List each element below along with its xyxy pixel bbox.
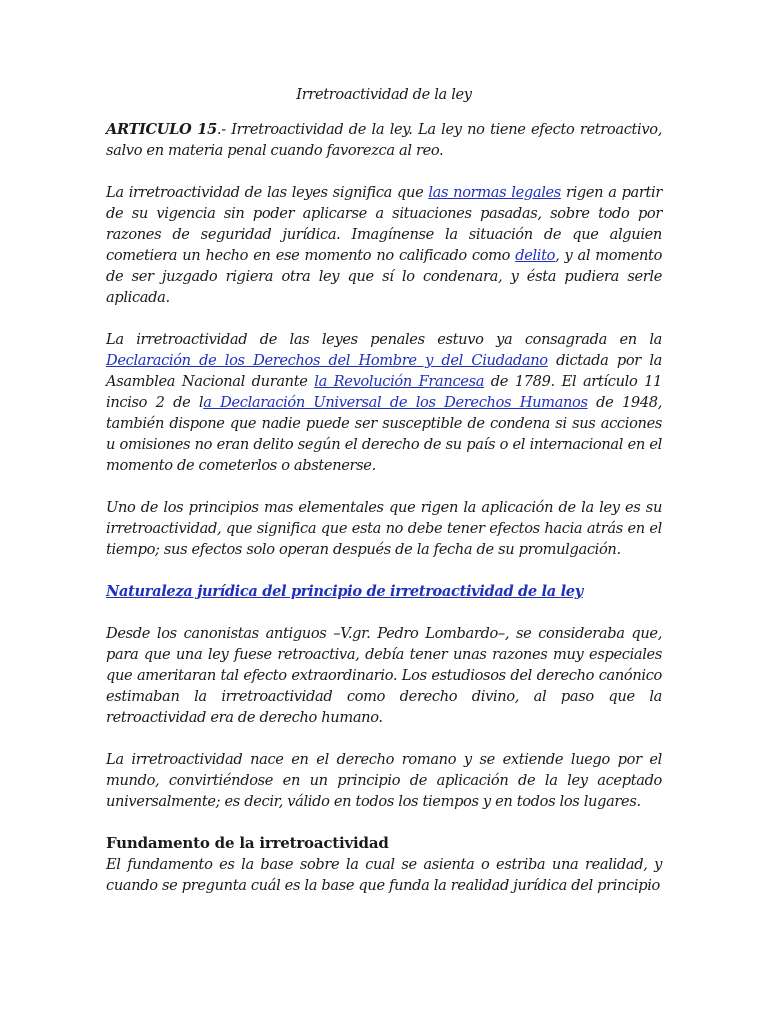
text-run: , y al momento de ser juzgado rigiera otra ley que sí lo condenara, y ésta pudiera serle aplicada. bbox=[106, 247, 663, 306]
section-heading-fundamento: Fundamento de la irretroactividad bbox=[106, 834, 389, 852]
link-declaracion-derechos-hombre[interactable]: Declaración de los Derechos del Hombre y del Ciudadano bbox=[106, 352, 548, 369]
paragraph-canonistas: Desde los canonistas antiguos –V.gr. Pedro Lombardo–, se consideraba que, para que una ley fuese retroactiva, debía tener unas razones muy especiales que ameritaran tal efecto extraordinario. Los estudiosos del derecho canónico estimaban la irretroactividad como derecho divino, al paso que la retroactividad era de derecho humano. bbox=[106, 625, 662, 726]
paragraph-principle: Uno de los principios mas elementales que rigen la aplicación de la ley es su irretroactividad, que significa que esta no debe tener efectos hacia atrás en el tiempo; sus efectos solo operan después de la fecha de su promulgación. bbox=[106, 499, 662, 558]
text-run: de 1948, también dispone que nadie puede ser susceptible de condena si sus acciones u omisiones no eran delito según el derecho de su país o el internacional en el momento de cometerlos o abstenerse. bbox=[106, 394, 662, 474]
article-text: .- Irretroactividad de la ley. La ley no tiene efecto retroactivo, salvo en materia penal cuando favorezca al reo. bbox=[106, 121, 662, 159]
link-declaracion-universal[interactable]: a Declaración Universal de los Derechos Humanos bbox=[203, 394, 588, 411]
article-paragraph bbox=[106, 119, 662, 161]
text-run: rigen a partir de su vigencia sin poder aplicarse a situaciones pasadas, sobre todo por razones de seguridad jurídica. Imagínense la situación de que alguien cometiera un hecho en ese momento no calificado como bbox=[106, 184, 662, 264]
text-run: de 1789. El artículo 11 inciso 2 de l bbox=[106, 373, 662, 411]
link-revolucion-francesa[interactable]: la Revolución Francesa bbox=[314, 373, 485, 390]
link-normas-legales[interactable]: las normas legales bbox=[428, 184, 561, 201]
paragraph-history bbox=[106, 329, 662, 476]
link-naturaleza-juridica[interactable]: Naturaleza jurídica del principio de irretroactividad de la ley bbox=[106, 583, 583, 600]
paragraph-fundamento: El fundamento es la base sobre la cual se asienta o estriba una realidad, y cuando se pregunta cuál es la base que funda la realidad jurídica del principio bbox=[106, 856, 662, 894]
link-delito[interactable]: delito bbox=[515, 247, 556, 264]
document-body bbox=[106, 84, 662, 896]
paragraph-derecho-romano: La irretroactividad nace en el derecho romano y se extiende luego por el mundo, convirtiéndose en un principio de aplicación de la ley aceptado universalmente; es decir, válido en todos los tiempos y en todos los lugares. bbox=[106, 751, 662, 810]
page-title: Irretroactividad de la ley bbox=[296, 86, 472, 103]
text-run: dictada por la Asamblea Nacional durante bbox=[106, 352, 662, 390]
paragraph-definition bbox=[106, 182, 662, 308]
article-label: ARTICULO 15 bbox=[106, 121, 217, 138]
text-run: La irretroactividad de las leyes significa que bbox=[106, 184, 429, 201]
text-run: La irretroactividad de las leyes penales estuvo ya consagrada en la bbox=[106, 331, 662, 348]
